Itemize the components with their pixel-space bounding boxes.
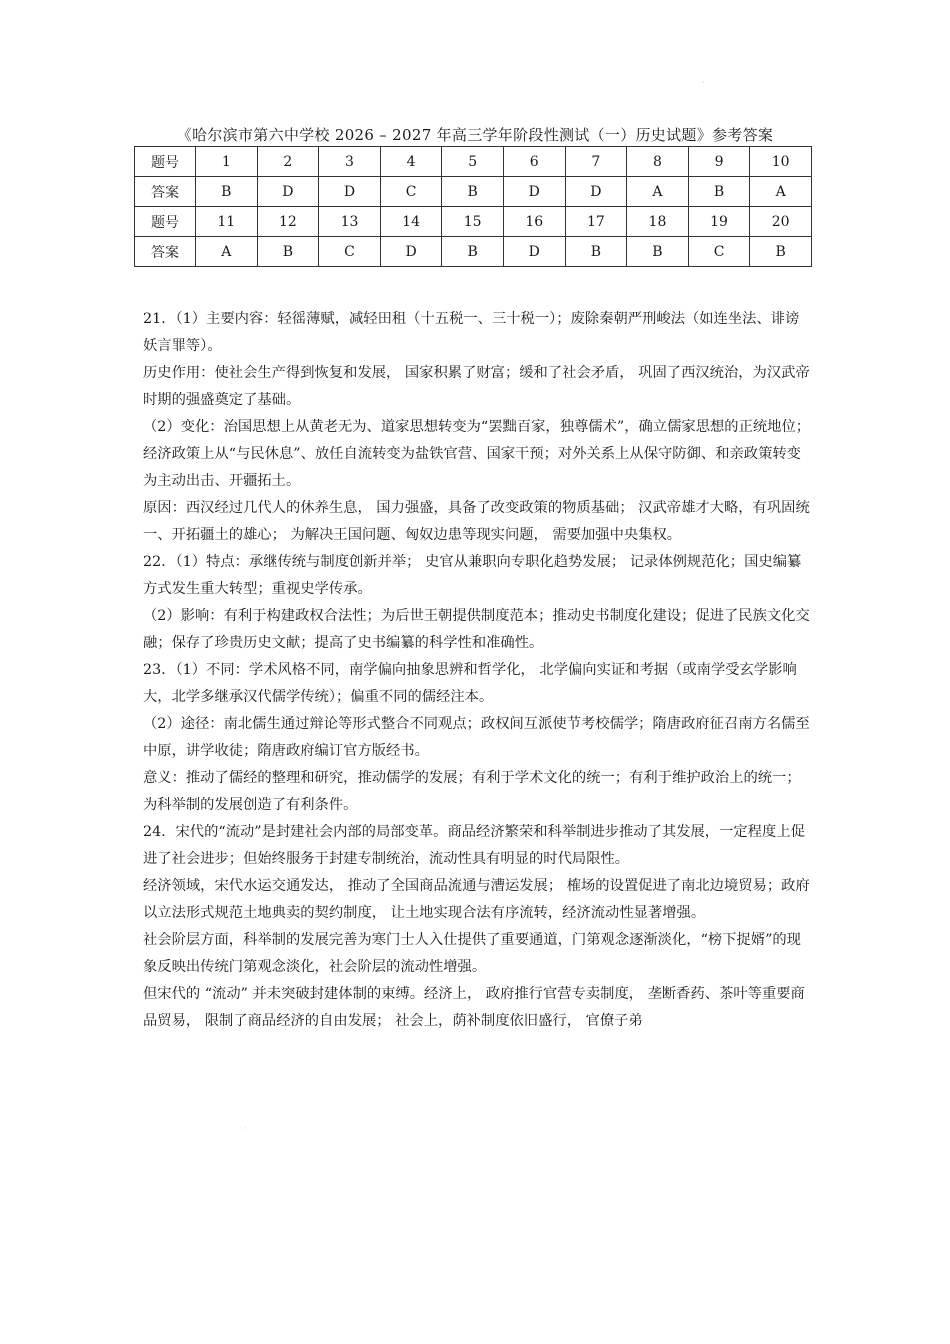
answer-table-row xyxy=(135,237,812,267)
answer-cell: 19 xyxy=(688,207,750,237)
answer-cell: 2 xyxy=(257,147,319,177)
corner-mark-top: · xyxy=(702,78,705,87)
answer-cell: 9 xyxy=(688,147,750,177)
row-header-cell: 答案 xyxy=(135,177,196,207)
answer-paragraph: 原因：西汉经过几代人的休养生息， 国力强盛，具备了改变政策的物质基础； 汉武帝雄才大略，有巩固统一、开拓疆土的雄心； 为解决王国问题、匈奴边患等现实问题， 需要加强中央集权。 xyxy=(143,500,810,543)
answer-content xyxy=(143,306,811,1035)
answer-cell: 18 xyxy=(627,207,689,237)
answer-cell: C xyxy=(380,177,442,207)
answer-cell: B xyxy=(442,177,504,207)
corner-mark-bottom: · xyxy=(244,1124,247,1133)
answer-cell: D xyxy=(503,177,565,207)
answer-cell: A xyxy=(750,177,812,207)
answer-paragraph: 23．（1）不同：学术风格不同，南学偏向抽象思辨和哲学化， 北学偏向实证和考据（或南学受玄学影响大，北学多继承汉代儒学传统）；偏重不同的儒经注本。 xyxy=(143,662,797,705)
answer-cell: 16 xyxy=(503,207,565,237)
answer-table-row xyxy=(135,147,812,177)
answer-cell: 8 xyxy=(627,147,689,177)
answer-cell: 3 xyxy=(319,147,381,177)
answer-paragraph: 22．（1）特点：承继传统与制度创新并举； 史官从兼职向专职化趋势发展； 记录体例规范化；国史编纂方式发生重大转型；重视史学传承。 xyxy=(143,554,802,597)
answer-cell: B xyxy=(442,237,504,267)
answer-cell: 14 xyxy=(380,207,442,237)
answer-cell: 6 xyxy=(503,147,565,177)
answer-cell: B xyxy=(627,237,689,267)
answer-table-row xyxy=(135,207,812,237)
answer-cell: B xyxy=(688,177,750,207)
answer-cell: 1 xyxy=(196,147,258,177)
answer-cell: B xyxy=(750,237,812,267)
answer-cell: 12 xyxy=(257,207,319,237)
answer-cell: 13 xyxy=(319,207,381,237)
answer-cell: A xyxy=(196,237,258,267)
row-header-cell: 答案 xyxy=(135,237,196,267)
answer-cell: B xyxy=(565,237,627,267)
answer-cell: 7 xyxy=(565,147,627,177)
answer-paragraph: 但宋代的 “流动” 并未突破封建体制的束缚。经济上， 政府推行官营专卖制度， 垄断香药、茶叶等重要商品贸易， 限制了商品经济的自由发展； 社会上，荫补制度依旧盛行， 官僚子弟 xyxy=(143,986,805,1029)
answer-cell: 15 xyxy=(442,207,504,237)
answer-cell: A xyxy=(627,177,689,207)
row-header-cell: 题号 xyxy=(135,207,196,237)
row-header-cell: 题号 xyxy=(135,147,196,177)
answer-cell: 20 xyxy=(750,207,812,237)
answer-cell: 5 xyxy=(442,147,504,177)
answer-cell: D xyxy=(565,177,627,207)
answer-cell: C xyxy=(319,237,381,267)
answer-cell: 11 xyxy=(196,207,258,237)
answer-paragraph: 社会阶层方面，科举制的发展完善为寒门士人入仕提供了重要通道，门第观念逐渐淡化，“榜下捉婿”的现象反映出传统门第观念淡化，社会阶层的流动性增强。 xyxy=(143,932,801,975)
page-title: 《哈尔滨市第六中学校 2026 – 2027 年高三学年阶段性测试（一）历史试题》参考答案 xyxy=(176,126,774,144)
answer-cell: C xyxy=(688,237,750,267)
answer-paragraph: 24．宋代的“流动”是封建社会内部的局部变革。商品经济繁荣和科举制进步推动了其发展，一定程度上促进了社会进步；但始终服务于封建专制统治，流动性具有明显的时代局限性。 xyxy=(143,824,805,867)
answer-table-row xyxy=(135,177,812,207)
answer-cell: D xyxy=(257,177,319,207)
answer-cell: B xyxy=(257,237,319,267)
answer-cell: D xyxy=(319,177,381,207)
answer-paragraph: （2）变化：治国思想上从黄老无为、道家思想转变为“罢黜百家，独尊儒术”，确立儒家思想的正统地位；经济政策上从“与民休息”、放任自流转变为盐铁官营、国家干预；对外关系上从保守防御、和亲政策转变为主动出击、开疆拓土。 xyxy=(143,419,811,489)
answer-cell: 17 xyxy=(565,207,627,237)
answer-table xyxy=(134,146,812,267)
answer-cell: D xyxy=(380,237,442,267)
answer-cell: D xyxy=(503,237,565,267)
answer-cell: 10 xyxy=(750,147,812,177)
answer-paragraph: （2）影响：有利于构建政权合法性；为后世王朝提供制度范本；推动史书制度化建设；促进了民族文化交融；保存了珍贵历史文献；提高了史书编纂的科学性和准确性。 xyxy=(143,608,810,651)
answer-paragraph: （2）途径：南北儒生通过辩论等形式整合不同观点；政权间互派使节考校儒学；隋唐政府征召南方名儒至中原，讲学收徒；隋唐政府编订官方版经书。 xyxy=(143,716,810,759)
answer-cell: 4 xyxy=(380,147,442,177)
answer-paragraph: 意义：推动了儒经的整理和研究，推动儒学的发展；有利于学术文化的统一；有利于维护政治上的统一；为科举制的发展创造了有利条件。 xyxy=(143,770,801,813)
answer-paragraph: 经济领域，宋代水运交通发达， 推动了全国商品流通与漕运发展； 榷场的设置促进了南北边境贸易；政府以立法形式规范土地典卖的契约制度， 让土地实现合法有序流转，经济流动性显著增强。 xyxy=(143,878,810,921)
answer-paragraph: 21．（1）主要内容：轻徭薄赋，减轻田租（十五税一、三十税一）；废除秦朝严刑峻法（如连坐法、诽谤妖言罪等）。 xyxy=(143,311,800,354)
answer-cell: B xyxy=(196,177,258,207)
answer-paragraph: 历史作用：使社会生产得到恢复和发展， 国家积累了财富；缓和了社会矛盾， 巩固了西汉统治，为汉武帝时期的强盛奠定了基础。 xyxy=(143,365,810,408)
